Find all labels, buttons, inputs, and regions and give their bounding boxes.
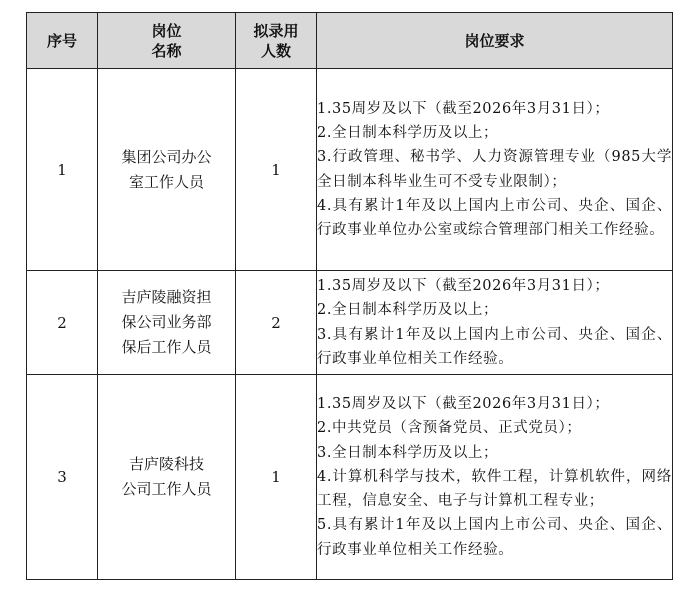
requirement-item: 3.行政管理、秘书学、人力资源管理专业（985大学全日制本科毕业生可不受专业限制）； [317, 149, 672, 190]
requirement-item: 4.具有累计1年及以上国内上市公司、央企、国企、行政事业单位办公室或综合管理部门相关工作经验。 [317, 197, 672, 238]
requirement-item: 4.计算机科学与技术，软件工程，计算机软件，网络工程，信息安全、电子与计算机工程专业； [317, 468, 672, 510]
row-number: 2 [27, 271, 98, 375]
requirement-item: 1.35周岁及以下（截至2026年3月31日）； [317, 100, 610, 117]
header-requirements: 岗位要求 [317, 13, 673, 69]
requirement-item: 2.全日制本科学历及以上； [317, 125, 499, 142]
requirement-item: 3.全日制本科学历及以上； [317, 444, 499, 461]
position-name: 吉庐陵科技 公司工作人员 [98, 375, 236, 580]
requirement-item: 2.中共党员（含预备党员、正式党员）； [317, 420, 582, 437]
requirements-cell [317, 271, 673, 375]
table-row [27, 271, 673, 375]
row-number: 3 [27, 375, 98, 580]
position-name: 集团公司办公 室工作人员 [98, 69, 236, 271]
requirement-item: 5.具有累计1年及以上国内上市公司、央企、国企、行政事业单位相关工作经验。 [317, 517, 672, 558]
requirement-item: 2.全日制本科学历及以上； [317, 302, 499, 319]
position-name: 吉庐陵融资担 保公司业务部 保后工作人员 [98, 271, 236, 375]
requirement-item: 3.具有累计1年及以上国内上市公司、央企、国企、行政事业单位相关工作经验。 [317, 326, 672, 367]
table-row [27, 375, 673, 580]
requirements-cell [317, 69, 673, 271]
hire-count: 2 [236, 271, 317, 375]
header-count: 拟录用 人数 [236, 13, 317, 69]
row-number: 1 [27, 69, 98, 271]
requirement-item: 1.35周岁及以下（截至2026年3月31日）； [317, 278, 610, 295]
requirement-item: 1.35周岁及以下（截至2026年3月31日）； [317, 396, 610, 413]
header-position: 岗位 名称 [98, 13, 236, 69]
job-requirements-table [26, 12, 673, 580]
table-row [27, 69, 673, 271]
requirements-cell [317, 375, 673, 580]
table-header-row [27, 13, 673, 69]
hire-count: 1 [236, 69, 317, 271]
header-no: 序号 [27, 13, 98, 69]
hire-count: 1 [236, 375, 317, 580]
